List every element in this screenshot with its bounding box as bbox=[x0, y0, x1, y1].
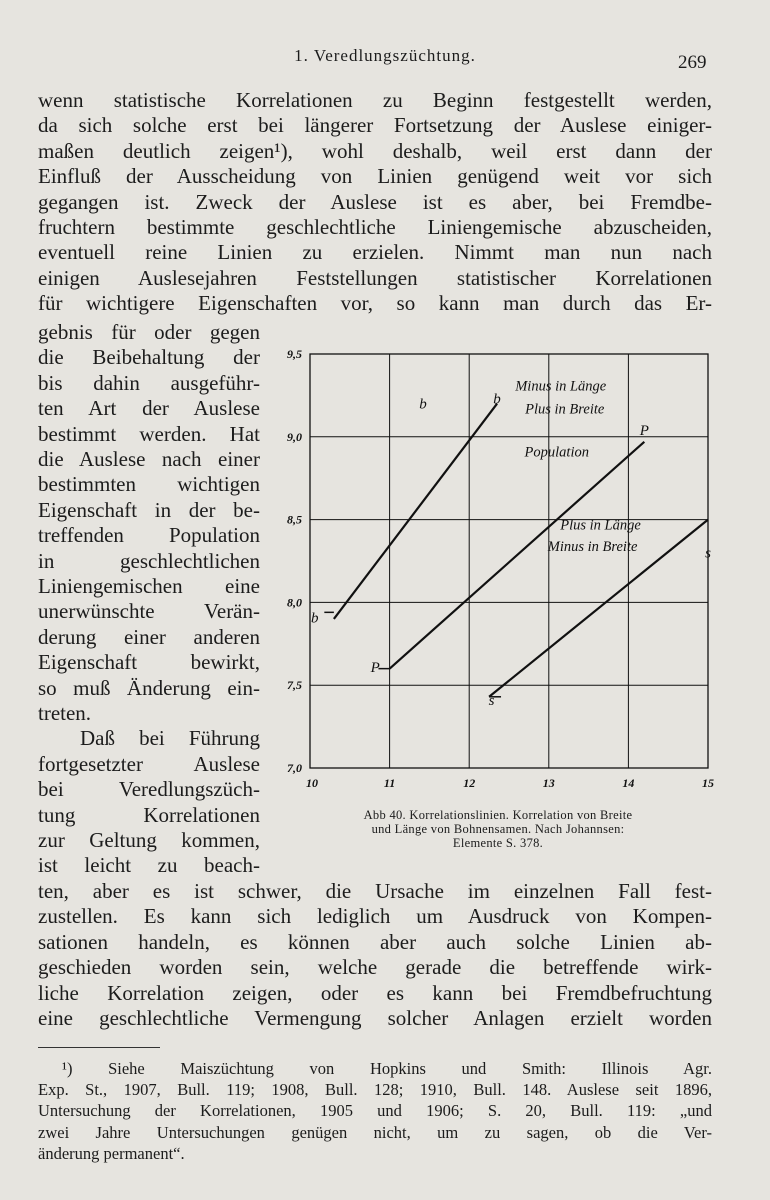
series-line-b bbox=[334, 404, 497, 619]
caption-line: Elemente S. 378. bbox=[452, 836, 544, 850]
series-label-s: Plus in Länge bbox=[560, 517, 641, 534]
text-line: bestimmten wichtigen bbox=[38, 472, 260, 497]
text-line: Eigenschaft bewirkt, bbox=[38, 650, 260, 675]
y-tick-label: 7,5 bbox=[287, 678, 302, 693]
series-label-P: Population bbox=[524, 444, 589, 461]
footnote-line: zwei Jahre Untersuchungen genügen nicht, um zu sagen, ob die Ver- bbox=[38, 1122, 712, 1142]
text-line: ten, aber es ist schwer, die Ursache im einzelnen Fall fest- bbox=[38, 879, 712, 903]
footnote-line: ¹) Siehe Maiszüchtung von Hopkins und Smith: Illinois Agr. bbox=[62, 1059, 712, 1078]
text-line: tung Korrelationen bbox=[38, 802, 260, 827]
text-line: liche Korrelation zeigen, oder es kann bei Fremdbefruchtung bbox=[38, 980, 712, 1005]
page-number: 269 bbox=[678, 52, 707, 73]
series-line-P bbox=[390, 442, 645, 669]
series-label-b: Minus in Länge bbox=[515, 378, 607, 395]
series-marker-b: b bbox=[419, 396, 427, 413]
text-line: gegangen ist. Zweck der Auslese ist es aber, bei Fremdbe- bbox=[38, 189, 712, 214]
text-line: Daß bei Führung bbox=[80, 726, 260, 751]
running-title: 1. Veredlungszüchtung. bbox=[294, 46, 476, 65]
text-line: bestimmt werden. Hat bbox=[38, 421, 260, 446]
text-line: die Auslese nach einer bbox=[38, 447, 260, 471]
text-line: Liniengemischen eine bbox=[38, 574, 260, 598]
text-line: sationen handeln, es können aber auch solche Linien ab- bbox=[38, 929, 712, 954]
x-tick-label: 12 bbox=[463, 776, 476, 790]
text-line: da sich solche erst bei längerer Fortsetzung der Auslese einiger- bbox=[38, 113, 712, 138]
y-tick-label: 9,0 bbox=[287, 429, 302, 444]
text-line: fortgesetzter Auslese bbox=[38, 751, 260, 776]
text-line: die Beibehaltung der bbox=[38, 345, 260, 370]
text-line: derung einer anderen bbox=[38, 624, 260, 649]
text-line: so muß Änderung ein- bbox=[38, 675, 260, 700]
text-line: Eigenschaft in der be- bbox=[38, 497, 260, 522]
correlation-chart bbox=[278, 340, 720, 792]
series-label-s: Minus in Breite bbox=[547, 539, 638, 556]
caption-line: Abb 40. Korrelationslinien. Korrelation von Breite bbox=[363, 808, 633, 822]
y-tick-label: 9,5 bbox=[287, 347, 302, 361]
x-tick-label: 13 bbox=[542, 776, 555, 790]
text-line: geschieden worden sein, welche gerade die betreffende wirk- bbox=[38, 955, 712, 980]
series-marker-P: P bbox=[639, 423, 649, 440]
x-tick-label: 14 bbox=[622, 776, 635, 790]
text-line: ten Art der Auslese bbox=[38, 396, 260, 421]
text-line: treffenden Population bbox=[38, 523, 260, 548]
series-marker-b: b bbox=[311, 610, 319, 627]
series-marker-b: b bbox=[493, 391, 501, 408]
x-tick-label: 10 bbox=[306, 776, 318, 790]
footnote-line: Untersuchung der Korrelationen, 1905 und 1906; S. 20, Bull. 119: „und bbox=[38, 1101, 712, 1121]
text-line: Einfluß der Ausscheidung von Linien genügend weit vor sich bbox=[38, 164, 712, 189]
text-line: wenn statistische Korrelationen zu Beginn festgestellt werden, bbox=[38, 88, 712, 112]
text-line: gebnis für oder gegen bbox=[38, 320, 260, 344]
text-line: bei Veredlungszüch- bbox=[38, 777, 260, 802]
text-line: ist leicht zu beach- bbox=[38, 853, 260, 878]
text-line: zur Geltung kommen, bbox=[38, 828, 260, 852]
text-line: einigen Auslesejahren Feststellungen statistischer Korrelationen bbox=[38, 265, 712, 290]
series-marker-s: s bbox=[705, 545, 711, 562]
text-line: fruchtern bestimmte geschlechtliche Liniengemische abzuscheiden, bbox=[38, 215, 712, 239]
y-tick-label: 7,0 bbox=[287, 761, 302, 775]
footnote-line: änderung permanent“. bbox=[38, 1143, 185, 1163]
footnote-line: Exp. St., 1907, Bull. 119; 1908, Bull. 128; 1910, Bull. 148. Auslese seit 1896, bbox=[38, 1080, 712, 1100]
text-line: für wichtigere Eigenschaften vor, so kann man durch das Er- bbox=[38, 291, 712, 316]
text-line: maßen deutlich zeigen¹), wohl deshalb, weil erst dann der bbox=[38, 138, 712, 163]
x-tick-label: 15 bbox=[702, 776, 714, 790]
footnote-rule bbox=[38, 1047, 160, 1048]
series-label-b: Plus in Breite bbox=[525, 401, 605, 418]
figure-caption bbox=[276, 808, 720, 850]
text-line: bis dahin ausgeführ- bbox=[38, 370, 260, 395]
text-line: eventuell reine Linien zu erzielen. Nimmt man nun nach bbox=[38, 240, 712, 265]
text-line: unerwünschte Verän- bbox=[38, 599, 260, 624]
x-tick-label: 11 bbox=[383, 776, 396, 790]
series-marker-P: P bbox=[370, 659, 380, 676]
text-line: eine geschlechtliche Vermengung solcher Anlagen erzielt worden bbox=[38, 1006, 712, 1030]
text-line: in geschlechtlichen bbox=[38, 548, 260, 573]
text-line: zustellen. Es kann sich lediglich um Ausdruck von Kompen- bbox=[38, 904, 712, 929]
series-marker-s: s bbox=[488, 693, 495, 710]
caption-line: und Länge von Bohnensamen. Nach Johannsen: bbox=[371, 822, 625, 836]
y-tick-label: 8,0 bbox=[287, 595, 302, 610]
text-line: treten. bbox=[38, 701, 92, 725]
y-tick-label: 8,5 bbox=[287, 512, 302, 527]
